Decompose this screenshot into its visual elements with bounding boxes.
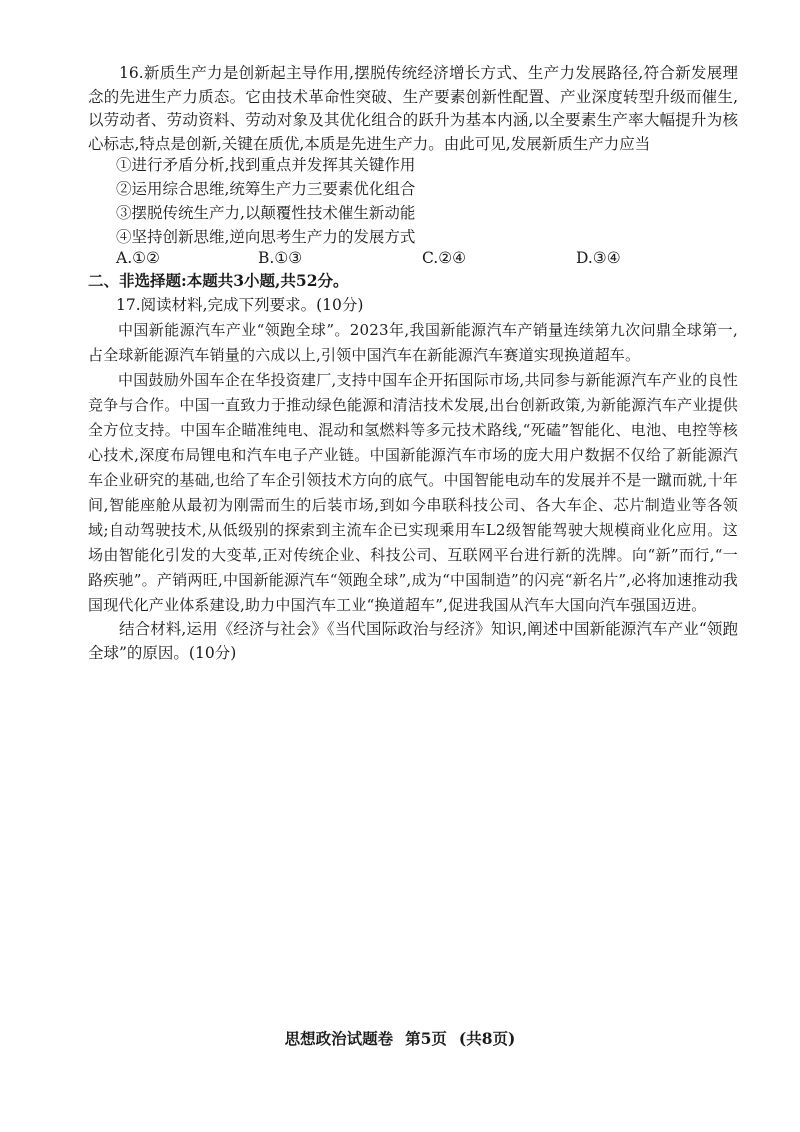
question-17-task: 结合材料,运用《经济与社会》《当代国际政治与经济》知识,阐述中国新能源汽车产业“领跑全球”的原因。(10分) [88, 620, 738, 662]
question-16-option-4: ④坚持创新思维,逆向思考生产力的发展方式 [116, 228, 416, 246]
choice-c: C.②④ [422, 249, 467, 267]
footer-total-pages: (共8页) [458, 1029, 516, 1048]
question-17-header: 17.阅读材料,完成下列要求。(10分) [116, 296, 364, 314]
footer-subject: 思想政治试题卷 [284, 1029, 394, 1048]
choice-a: A.①② [116, 249, 160, 267]
choice-b: B.①③ [258, 249, 303, 267]
question-16-stem: 16.新质生产力是创新起主导作用,摆脱传统经济增长方式、生产力发展路径,符合新发展理念的先进生产力质态。它由技术革命性突破、生产要素创新性配置、产业深度转型升级而催生,以劳动者、劳动资料、劳动对象及其优化组合的跃升为基本内涵,以全要素生产率大幅提升为核心标志,特点是创新,关键在质优,本质是先进生产力。由此可见,发展新质生产力应当 [88, 64, 738, 153]
section-2-title: 二、非选择题:本题共3小题,共52分。 [88, 271, 349, 290]
question-17-material-paragraph-2: 中国鼓励外国车企在华投资建厂,支持中国车企开拓国际市场,共同参与新能源汽车产业的良性竞争与合作。中国一直致力于推动绿色能源和清洁技术发展,出台创新政策,为新能源汽车产业提供全方位支持。中国车企瞄准纯电、混动和氢燃料等多元技术路线,“死磕”智能化、电池、电控等核心技术,深度布局锂电和汽车电子产业链。中国新能源汽车市场的庞大用户数据不仅给了新能源汽车企业研究的基础,也给了车企引领技术方向的底气。中国智能电动车的发展并不是一蹴而就,十年间,智能座舱从最初为刚需而生的后装市场,到如今串联科技公司、各大车企、芯片制造业等各领域;自动驾驶技术,从低级别的探索到主流车企已实现乘用车L2级智能驾驶大规模商业化应用。这场由智能化引发的大变革,正对传统企业、科技公司、互联网平台进行新的洗牌。向“新”而行,“一路疾驰”。产销两旺,中国新能源汽车“领跑全球”,成为“中国制造”的闪亮“新名片”,必将加速推动我国现代化产业体系建设,助力中国汽车工业“换道超车”,促进我国从汽车大国向汽车强国迈进。 [88, 371, 738, 614]
question-16-option-2: ②运用综合思维,统筹生产力三要素优化组合 [116, 180, 416, 198]
question-16-option-1: ①进行矛盾分析,找到重点并发挥其关键作用 [116, 156, 416, 174]
question-16-option-3: ③摆脱传统生产力,以颠覆性技术催生新动能 [116, 204, 416, 222]
choice-d: D.③④ [576, 249, 621, 267]
footer-page-number: 第5页 [405, 1029, 447, 1048]
question-17-material-paragraph-1: 中国新能源汽车产业“领跑全球”。2023年,我国新能源汽车产销量连续第九次问鼎全球第一,占全球新能源汽车销量的六成以上,引领中国汽车在新能源汽车赛道实现换道超车。 [88, 321, 738, 364]
page-footer [0, 1027, 800, 1049]
